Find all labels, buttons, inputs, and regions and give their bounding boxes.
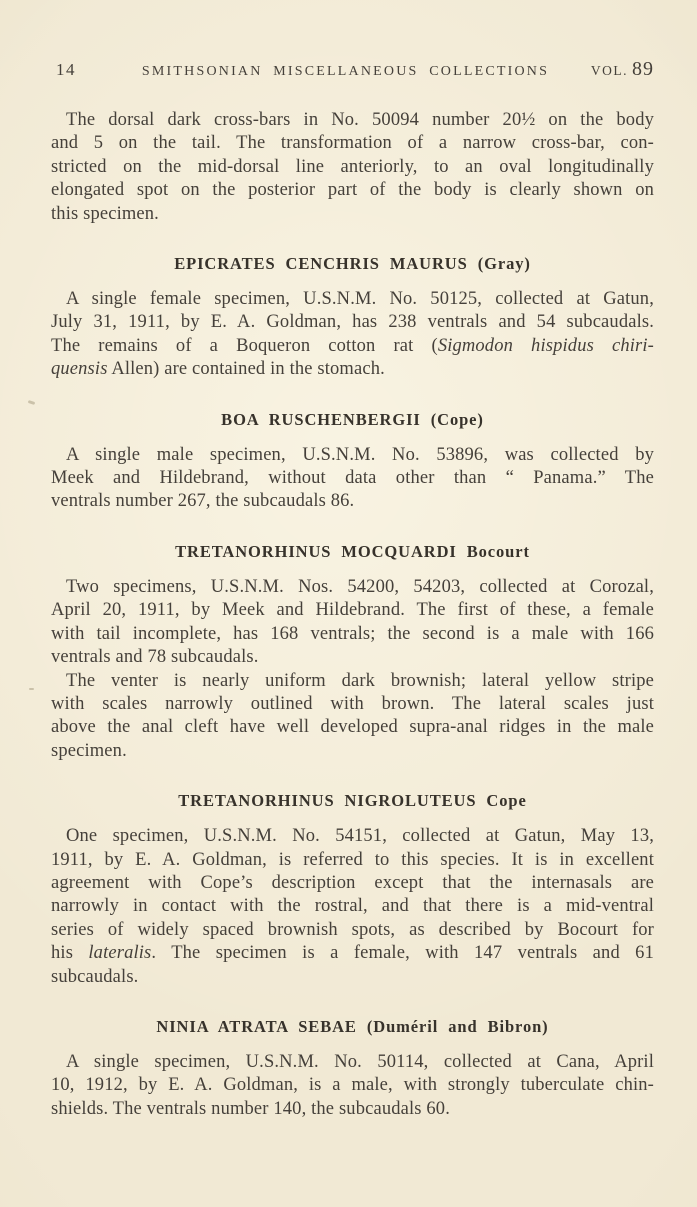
text-line (51, 716, 654, 739)
body-text: Two specimens, U.S.N.M. Nos. 54200, 54203, collected at Corozal, (66, 576, 654, 597)
body-text: 10, 1912, by E. A. Goldman, is a male, with strongly tuberculate chin- (51, 1075, 654, 1096)
text-line (51, 467, 654, 490)
paragraph (51, 444, 654, 514)
running-header (51, 57, 654, 84)
text-line (51, 203, 654, 226)
page-number: 14 (56, 60, 76, 79)
text-line (51, 444, 654, 467)
body-text: with scales narrowly outlined with brown. The lateral scales just (51, 693, 654, 714)
body-text: April 20, 1911, by Meek and Hildebrand. The first of these, a female (51, 600, 654, 621)
scan-speck (28, 400, 36, 405)
text-line (51, 670, 654, 693)
text-line (51, 1098, 654, 1121)
volume (568, 57, 654, 83)
paragraph (51, 109, 654, 226)
body-text: ventrals and 78 subcaudals. (51, 647, 259, 668)
body-text: A single male specimen, U.S.N.M. No. 53896, was collected by (66, 444, 654, 465)
body-text: Allen) are contained in the stomach. (107, 359, 385, 380)
text-line (51, 109, 654, 132)
body-text: above the anal cleft have well developed supra-anal ridges in the male (51, 717, 654, 738)
italic-text: quensis (51, 359, 108, 380)
text-line (51, 966, 654, 989)
journal-title: SMITHSONIAN MISCELLANEOUS COLLECTIONS (141, 64, 550, 79)
scan-speck (29, 688, 34, 690)
text-line (51, 919, 654, 942)
paragraph (51, 825, 654, 989)
paragraph (51, 288, 654, 382)
text-line (51, 335, 654, 358)
text-line (51, 1074, 654, 1097)
text-line (51, 825, 654, 848)
body-text: Meek and Hildebrand, without data other than “ Panama.” The (51, 468, 654, 489)
text-line (51, 311, 654, 334)
body-text: The venter is nearly uniform dark brownish; lateral yellow stripe (66, 670, 654, 691)
text-line (51, 288, 654, 311)
body-text: elongated spot on the posterior part of the body is clearly shown on (51, 180, 654, 201)
body-text: . The specimen is a female, with 147 ventrals and 61 (151, 943, 654, 964)
text-line (51, 132, 654, 155)
volume-label: VOL. (590, 63, 628, 78)
body-text: narrowly in contact with the rostral, and that there is a mid-ventral (51, 896, 654, 917)
body-text: specimen. (51, 740, 127, 761)
text-line (51, 358, 654, 381)
body-text: The dorsal dark cross-bars in No. 50094 number 20½ on the body (66, 110, 654, 130)
species-heading: TRETANORHINUS MOCQUARDI Bocourt (175, 541, 530, 561)
text-line (51, 599, 654, 622)
text-line (51, 872, 654, 895)
body-text: with tail incomplete, has 168 ventrals; the second is a male with 166 (51, 623, 654, 644)
species-heading: EPICRATES CENCHRIS MAURUS (Gray) (174, 254, 531, 274)
body-text: A single specimen, U.S.N.M. No. 50114, collected at Cana, April (66, 1051, 654, 1072)
body-text: 1911, by E. A. Goldman, is referred to this species. It is in excellent (51, 849, 654, 870)
body-text: series of widely spaced brownish spots, as described by Bocourt for (51, 919, 654, 940)
paragraph (51, 670, 654, 764)
italic-text: lateralis (88, 943, 152, 964)
text-line (51, 693, 654, 716)
body-text: ventrals number 267, the subcaudals 86. (51, 491, 355, 512)
species-heading: NINIA ATRATA SEBAE (Duméril and Bibron) (156, 1016, 549, 1036)
body-text: this specimen. (51, 203, 159, 224)
paragraph (51, 1051, 654, 1121)
text-line (51, 576, 654, 599)
text-line (51, 1051, 654, 1074)
body-text: agreement with Cope’s description except that the internasals are (51, 872, 654, 893)
text-line (51, 179, 654, 202)
body-text: and 5 on the tail. The transformation of a narrow cross-bar, con- (51, 133, 654, 154)
body-text: stricted on the mid-dorsal line anteriorly, to an oval longitudinally (51, 156, 654, 177)
text-line (51, 156, 654, 179)
text-line (51, 740, 654, 763)
body-text: July 31, 1911, by E. A. Goldman, has 238 ventrals and 54 subcaudals. (51, 312, 654, 333)
body-text: his (51, 943, 89, 964)
paragraph (51, 576, 654, 670)
text-line (51, 623, 654, 646)
body-text: shields. The ventrals number 140, the subcaudals 60. (51, 1098, 450, 1119)
page-body (51, 109, 654, 1121)
body-text: subcaudals. (51, 966, 139, 987)
species-heading: TRETANORHINUS NIGROLUTEUS Cope (178, 791, 527, 811)
text-line (51, 490, 654, 513)
body-text: The remains of a Boqueron cotton rat ( (51, 335, 438, 356)
text-line (51, 942, 654, 965)
text-line (51, 646, 654, 669)
volume-number: 89 (632, 58, 654, 80)
body-text: One specimen, U.S.N.M. No. 54151, collected at Gatun, May 13, (66, 826, 654, 847)
body-text: A single female specimen, U.S.N.M. No. 50125, collected at Gatun, (66, 289, 654, 310)
text-line (51, 849, 654, 872)
species-heading: BOA RUSCHENBERGII (Cope) (221, 409, 484, 429)
italic-text: Sigmodon hispidus chiri- (437, 335, 654, 356)
text-line (51, 895, 654, 918)
